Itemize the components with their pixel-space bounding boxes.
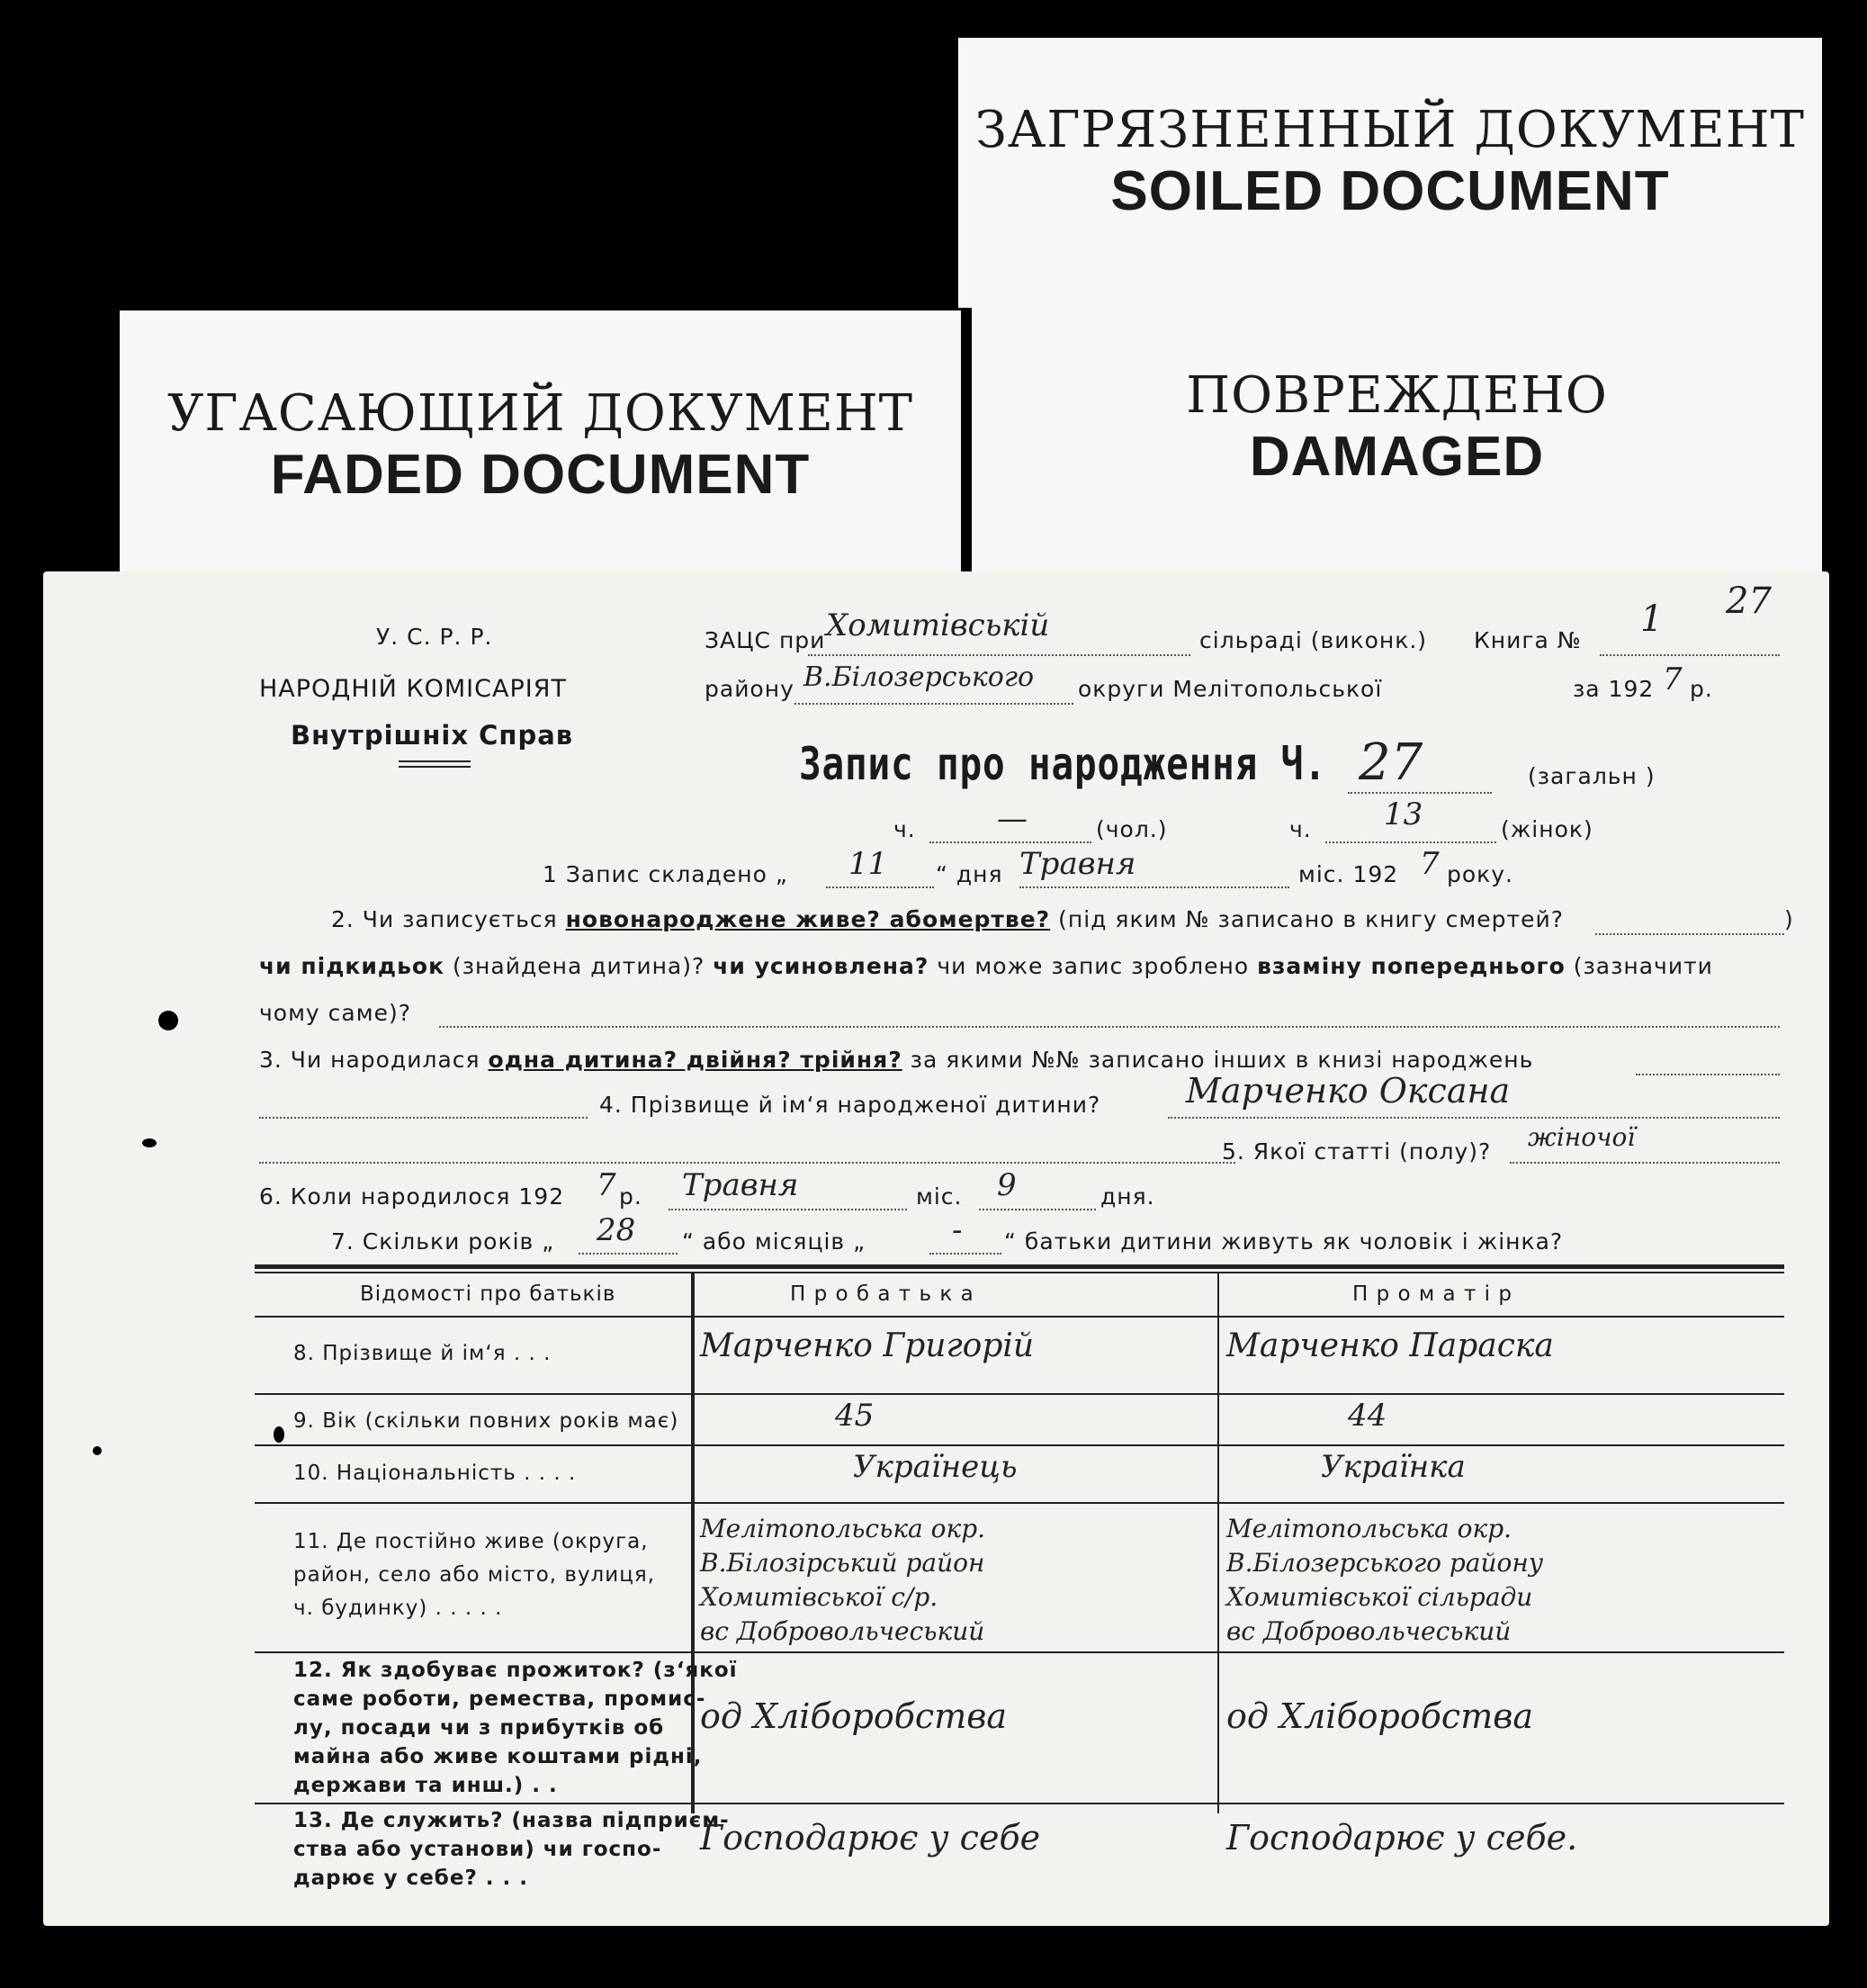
q5-lead-line [259,1162,1235,1164]
father-nationality: Українець [853,1449,1018,1485]
table-column-divider [1217,1273,1219,1813]
table-row-label: 11. Де постійно живе (округа, район, село або місто, вулиця, ч. будинку) . . . . . [293,1530,656,1620]
district-field-line [794,703,1073,705]
table-row-rule [255,1651,1784,1653]
soiled-document-label [958,38,1822,308]
q3-numbers-line [1636,1074,1780,1075]
table-row-rule [255,1502,1784,1504]
q2-reason-line [439,1026,1780,1028]
q3-b-text: одна дитина? двійня? трійня? [488,1047,902,1073]
father-residence: Мелітопольська окр. В.Білозірський район Хомитівської с/р. вс Добровольчеський [700,1514,986,1646]
faded-label-en: FADED DOCUMENT [270,444,811,506]
q4-label: 4. Прізвище й ім‘я народженої дитини? [599,1092,1101,1118]
soiled-label-en: SOILED DOCUMENT [1110,160,1670,222]
q2-line1-c-text: (під яким № записано в книгу смертей? [1050,906,1564,932]
table-row-label: 8. Прізвище й ім‘я . . . [293,1342,552,1365]
q1-mid: “ дня [936,861,1003,887]
q3-c-text: за якими №№ записано інших в книзі народжень [902,1047,1534,1073]
female-count-suffix: (жінок) [1501,816,1593,842]
q6-d: дня. [1100,1183,1155,1210]
male-count-line [929,841,1091,843]
q5-value-line [1510,1162,1780,1164]
q1-mis: міс. 192 [1298,861,1399,887]
table-row-label: 13. Де служить? (назва підприєм- ства або установи) чи госпо- дарює у себе? . . . [293,1809,730,1890]
table-top-rule [255,1264,1784,1269]
q6-year: 7 [597,1167,616,1203]
year-value: 7 [1663,661,1683,697]
book-field-line [1600,654,1780,656]
q2-line2-b-text: (знайдена дитина)? [444,953,714,979]
q2-line2-c-text: чи усиновлена? [713,953,929,979]
q1-day-line [826,886,934,888]
zags-value: Хомитівській [826,607,1050,643]
table-row-label: 9. Вік (скільки повних років має) [293,1409,679,1433]
table-row-rule [255,1316,1784,1318]
male-count-prefix: ч. [893,816,916,842]
header-commissariat: НАРОДНІЙ КОМІСАРІЯТ [259,675,567,703]
table-header-mother: П р о м а т і р [1352,1282,1512,1306]
father-livelihood: од Хліборобства [700,1696,1007,1736]
q6-month: Травня [682,1167,799,1203]
q2-line2-d-text: чи може запис зроблено [929,953,1258,979]
female-count-prefix: ч. [1289,816,1312,842]
q6-day: 9 [997,1167,1017,1203]
table-row-rule [255,1393,1784,1395]
birth-record-form [43,571,1829,1926]
q7-months-line [929,1253,1001,1255]
q2-line1-a [331,906,1564,932]
q4-value-line [1168,1117,1780,1119]
q2-line1-b-text: новонароджене живе? абомертве? [565,906,1051,932]
q4-lead-line [259,1117,588,1119]
district-prefix: району [705,676,794,702]
q1-day: 11 [848,846,888,882]
district-suffix: округи Мелітопольської [1078,676,1383,702]
q1-year: 7 [1420,846,1440,882]
q2-line2-f-text: (зазначити [1565,953,1713,979]
corner-value: 27 [1726,580,1772,622]
q2-line1-a-text: 2. Чи записується [331,906,566,932]
binder-hole [274,1426,284,1443]
header-ussr: У. С. Р. Р. [376,624,493,650]
damaged-document-label [972,299,1822,605]
father-employment: Господарює у себе [700,1818,1041,1858]
year-prefix: за 192 [1573,676,1655,702]
zags-field-line [808,654,1190,656]
father-name: Марченко Григорій [700,1327,1035,1364]
q1-month: Травня [1019,846,1136,882]
q6-day-line [979,1209,1096,1210]
q2-line2-e-text: взаміну попереднього [1257,953,1566,979]
header-underline [399,760,471,762]
binder-hole [93,1446,102,1455]
mother-employment: Господарює у себе. [1226,1818,1578,1858]
table-header-father: П р о б а т ь к а [790,1282,974,1306]
q6-a: 6. Коли народилося 192 [259,1183,565,1210]
q2-line3: чому саме)? [259,1000,411,1026]
q4-value: Марченко Оксана [1186,1071,1511,1111]
q3-a-text: 3. Чи народилася [259,1047,489,1073]
table-row-rule [255,1803,1784,1804]
book-label: Книга № [1474,627,1582,653]
female-count-line [1325,841,1496,843]
q1-label: 1 Запис складено „ [543,861,788,887]
mother-livelihood: од Хліборобства [1226,1696,1533,1736]
year-suffix: р. [1690,676,1713,702]
book-value: 1 [1640,598,1664,640]
q2-line2 [259,953,1713,979]
mother-name: Марченко Параска [1226,1327,1554,1364]
q7-a: 7. Скільки років „ [331,1228,555,1255]
table-top-rule [255,1272,1784,1273]
table-header-parents: Відомості про батьків [360,1282,616,1306]
q6-month-line [669,1209,907,1210]
table-row-label: 12. Як здобуває прожиток? (з‘якої саме роботи, ремества, промис- лу, посади чи з прибутків об майна або живе коштами рідні, держави та инш.) . . [293,1659,738,1797]
record-title-suffix: (загальн ) [1528,763,1656,789]
q6-b: р. [619,1183,642,1210]
zags-prefix: ЗАЦС при [705,627,826,653]
q2-line2-a-text: чи підкидьок [259,953,445,979]
header-underline [399,766,471,768]
q6-c: міс. [916,1183,963,1210]
header-internal-affairs: Внутрішніх Справ [291,720,574,751]
damaged-label-en: DAMAGED [1249,426,1545,488]
record-number: 27 [1359,733,1423,792]
faded-document-label [120,310,961,607]
table-row-rule [255,1444,1784,1446]
q1-month-line [1019,886,1289,888]
soiled-label-ru: ЗАГРЯЗНЕННЫЙ ДОКУМЕНТ [975,101,1805,159]
male-count-suffix: (чол.) [1096,816,1168,842]
q2-death-book-line [1595,933,1784,935]
q7-years-line [579,1253,678,1255]
mother-nationality: Українка [1321,1449,1466,1485]
q5-label: 5. Якої статті (полу)? [1222,1138,1492,1165]
table-row-label: 10. Національність . . . . [293,1462,577,1485]
mother-residence: Мелітопольська окр. В.Білозерського району Хомитівської сільради вс Добровольчеський [1226,1514,1544,1646]
record-number-line [1348,792,1492,794]
male-count-value: — [997,801,1028,837]
damaged-label-ru: ПОВРЕЖДЕНО [1186,366,1608,425]
faded-label-ru: УГАСАЮЩИЙ ДОКУМЕНТ [166,384,914,443]
q7-c: “ батьки дитини живуть як чоловік і жінка? [1004,1228,1564,1255]
q1-end: року. [1447,861,1514,887]
record-title: Запис про народження Ч. [799,738,1327,790]
binder-hole [142,1138,157,1147]
q5-value: жіночої [1528,1122,1636,1152]
q3-line [259,1047,1533,1073]
q2-line1-end: ) [1784,906,1794,932]
binder-hole [158,1011,178,1030]
father-age: 45 [835,1398,875,1434]
female-count-value: 13 [1384,796,1423,832]
q7-b: “ або місяців „ [682,1228,866,1255]
mother-age: 44 [1348,1398,1387,1434]
q7-years: 28 [597,1212,636,1248]
zags-suffix: сільраді (виконк.) [1199,627,1428,653]
q7-months: - [952,1212,963,1248]
district-value: В.Білозерського [803,661,1035,693]
